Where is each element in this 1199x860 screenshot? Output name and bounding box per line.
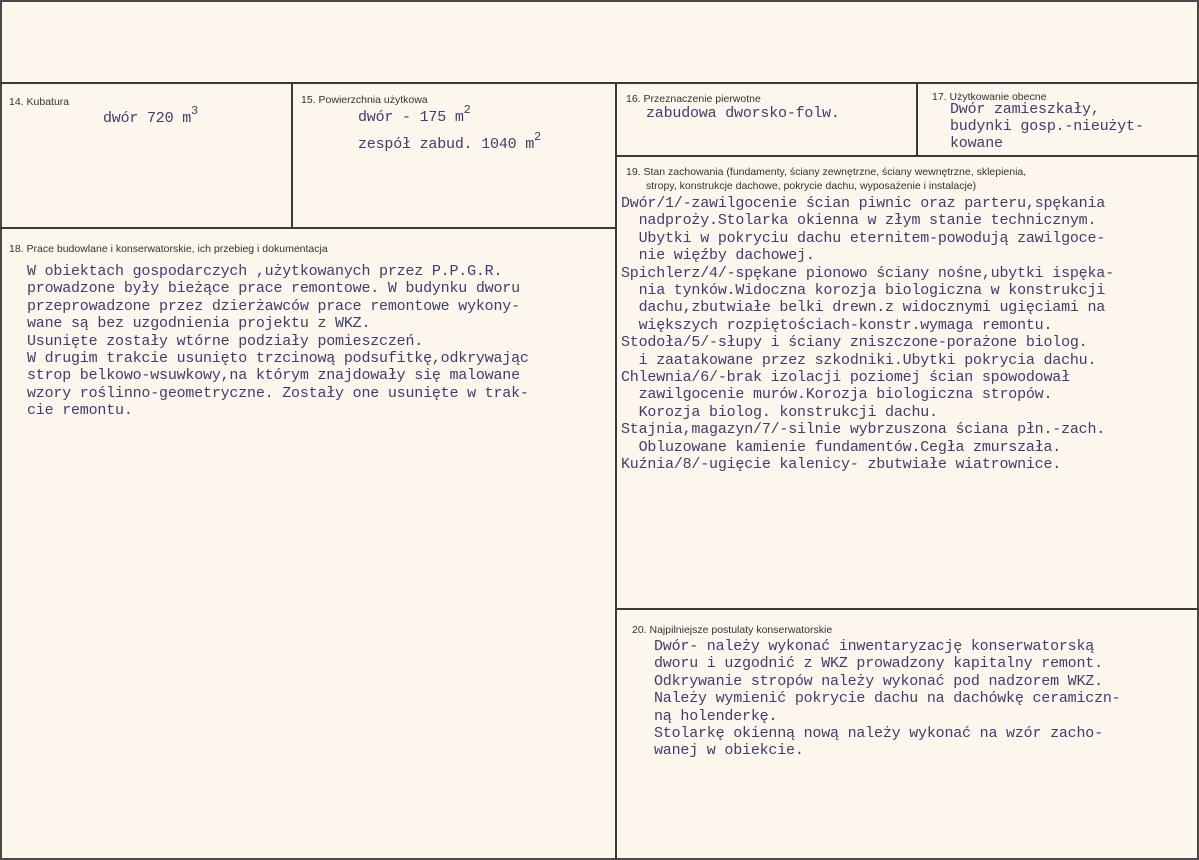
field-20-line: Dwór- należy wykonać inwentaryzację konserwatorską [654, 638, 1095, 655]
field-17-line: kowane [950, 135, 1003, 152]
field-19-label-line2: stropy, konstrukcje dachowe, pokrycie dachu, wyposażenie i instalacje) [646, 180, 977, 192]
field-18-line: cie remontu. [27, 402, 133, 420]
field-19-line: Kuźnia/8/-ugięcie kalenicy- zbutwiałe wiatrownice. [621, 456, 1062, 473]
field-19-line: większych rozpiętościach-konstr.wymaga remontu. [621, 316, 1053, 334]
field-19-line: dachu,zbutwiałe belki drewn.z widocznymi ugięciami na [621, 299, 1106, 317]
field-18-line: prowadzone były bieżące prace remontowe. W budynku dworu [27, 280, 520, 298]
field-14-value-text: dwór 720 m [103, 110, 192, 127]
field-19-line: Stodoła/5/-słupy i ściany zniszczone-porażone biolog. [621, 334, 1088, 352]
field-14-value [103, 104, 199, 128]
field-18-line: W drugim trakcie usunięto trzcinową podsufitkę,odkrywając [27, 350, 529, 367]
field-15-line1 [358, 103, 471, 127]
field-17-label: 17. Użytkowanie obecne [932, 91, 1047, 103]
field-15-line2-exponent: 2 [534, 130, 542, 144]
field-19-line: nadproży.Stolarka okienna w złym stanie technicznym. [621, 212, 1097, 230]
field-19-label-line1: 19. Stan zachowania (fundamenty, ściany zewnętrzne, ściany wewnętrzne, sklepienia, [626, 166, 1027, 178]
field-19-line: Dwór/1/-zawilgocenie ścian piwnic oraz parteru,spękania [621, 195, 1106, 212]
divider-col-14-15 [291, 82, 293, 228]
field-14-exponent: 3 [191, 104, 199, 118]
field-19-line: nie więźby dachowej. [621, 247, 815, 265]
field-20-line: ną holenderkę. [654, 707, 778, 725]
field-15-label: 15. Powierzchnia użytkowa [301, 94, 428, 106]
divider-row2 [0, 227, 617, 229]
field-19-line: Spichlerz/4/-spękane pionowo ściany nośne,ubytki ispęka- [621, 264, 1114, 282]
field-15-line2 [358, 130, 542, 154]
divider-20-top [617, 608, 1199, 610]
field-17-line: budynki gosp.-nieużyt- [950, 118, 1144, 135]
field-20-line: dworu i uzgodnić z WKZ prowadzony kapitalny remont. [654, 655, 1103, 673]
field-20-line: Stolarkę okienną nową należy wykonać na wzór zacho- [654, 725, 1103, 742]
field-19-line: Chlewnia/6/-brak izolacji poziomej ścian spowodował [621, 369, 1070, 386]
field-19-line: Stajnia,magazyn/7/-silnie wybrzuszona ściana płn.-zach. [621, 421, 1106, 439]
field-20-line: Odkrywanie stropów należy wykonać pod nadzorem WKZ. [654, 672, 1103, 690]
field-17-line: Dwór zamieszkały, [950, 101, 1100, 118]
field-18-line: wzory roślinno-geometryczne. Zostały one usunięte w trak- [27, 384, 529, 402]
divider-19-top [617, 155, 1199, 157]
field-19-line: zawilgocenie murów.Korozja biologiczna stropów. [621, 386, 1053, 404]
field-20-line: Należy wymienić pokrycie dachu na dachówkę ceramiczn- [654, 690, 1121, 708]
field-19-line: nia tynków.Widoczna korozja biologiczna w konstrukcji [621, 282, 1106, 299]
field-14-label: 14. Kubatura [9, 96, 70, 108]
field-19-line: Obluzowane kamienie fundamentów.Cegła zmurszała. [621, 438, 1062, 456]
field-16-value: zabudowa dworsko-folw. [646, 105, 840, 122]
field-18-line: Usunięte zostały wtórne podziały pomieszczeń. [27, 332, 424, 350]
field-18-line: przeprowadzone przez dzierżawców prace remontowe wykony- [27, 297, 520, 315]
field-18-line: W obiektach gospodarczych ,użytkowanych przez P.P.G.R. [27, 263, 503, 280]
field-19-line: Ubytki w pokryciu dachu eternitem-powodują zawilgoce- [621, 229, 1106, 247]
field-20-label: 20. Najpilniejsze postulaty konserwatorskie [632, 624, 833, 636]
field-19-line: Korozja biolog. konstrukcji dachu. [621, 403, 938, 421]
field-15-line1-exponent: 2 [463, 103, 471, 117]
field-19-line: i zaatakowane przez szkodniki.Ubytki pokrycia dachu. [621, 351, 1097, 369]
field-18-label: 18. Prace budowlane i konserwatorskie, ich przebieg i dokumentacja [9, 243, 328, 255]
field-18-line: wane są bez uzgodnienia projektu z WKZ. [27, 315, 371, 333]
divider-col-16-17 [916, 82, 918, 156]
divider-top [0, 82, 1199, 84]
field-20-line: wanej w obiekcie. [654, 742, 804, 760]
field-15-line2-text: zespół zabud. 1040 m [358, 136, 535, 153]
field-15-line1-text: dwór - 175 m [358, 109, 464, 126]
divider-col-main [615, 82, 617, 860]
field-16-label: 16. Przeznaczenie pierwotne [626, 93, 761, 105]
field-18-line: strop belkowo-wsuwkowy,na którym znajdowały się malowane [27, 367, 520, 385]
